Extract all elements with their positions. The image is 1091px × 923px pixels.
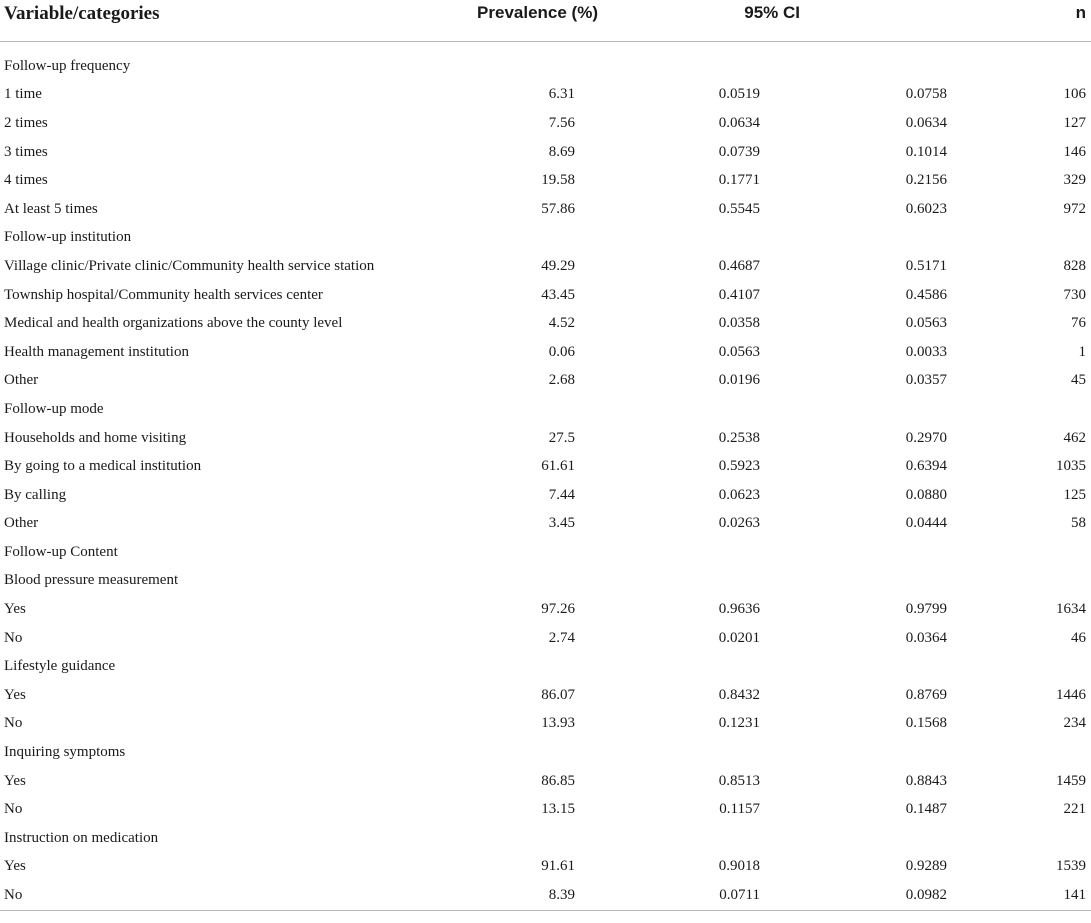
cell-ci-lower [610,538,800,567]
header-prevalence: Prevalence (%) [455,0,610,42]
cell-variable: Yes [4,686,26,703]
table-row [0,738,1091,767]
cell-variable: By calling [4,486,67,503]
cell-prevalence: 2.74 [548,629,575,646]
cell-n: 45 [1071,372,1086,389]
cell-n [980,395,1091,424]
cell-prevalence: 57.86 [541,200,575,217]
cell-ci-lower: 0.9636 [718,601,760,618]
cell-prevalence: 4.52 [548,315,575,332]
cell-prevalence: 86.07 [541,686,575,703]
cell-prevalence [455,538,610,567]
cell-n: 828 [1063,257,1086,274]
cell-prevalence: 49.29 [541,257,575,274]
table-row [0,138,1091,167]
cell-n: 141 [980,881,1091,910]
table-body [0,42,1091,911]
cell-ci-upper: 0.0758 [905,86,947,103]
cell-prevalence: 91.61 [541,858,575,875]
table-row [0,652,1091,681]
cell-prevalence [455,738,610,767]
cell-ci-lower: 0.0519 [718,86,760,103]
cell-variable: Yes [4,858,26,875]
cell-ci-upper: 0.8769 [905,686,947,703]
cell-variable: No [4,715,23,732]
cell-ci-upper [800,538,980,567]
cell-n: 1634 [1056,601,1086,618]
table-row [0,767,1091,796]
cell-ci-upper: 0.0982 [800,881,980,910]
table-row [0,367,1091,396]
cell-ci-upper [800,652,980,681]
cell-ci-upper: 0.2970 [905,429,947,446]
table-row [0,252,1091,281]
cell-ci-lower [610,42,800,81]
cell-ci-lower: 0.0263 [718,515,760,532]
cell-prevalence [455,395,610,424]
cell-variable: 2 times [4,114,48,131]
cell-ci-lower: 0.8432 [718,686,760,703]
cell-ci-lower [610,652,800,681]
cell-ci-upper: 0.5171 [905,257,947,274]
cell-n [980,652,1091,681]
cell-ci-upper: 0.0563 [905,315,947,332]
table-row [0,395,1091,424]
cell-ci-lower: 0.1771 [718,172,760,189]
cell-variable: No [4,629,23,646]
cell-variable: Inquiring symptoms [4,744,126,761]
cell-variable: Households and home visiting [4,429,187,446]
cell-prevalence: 86.85 [541,772,575,789]
cell-n: 462 [1063,429,1086,446]
cell-ci-lower: 0.4107 [718,286,760,303]
cell-prevalence: 61.61 [541,458,575,475]
table-row [0,224,1091,253]
cell-ci-upper: 0.0444 [905,515,947,532]
cell-prevalence: 13.15 [541,801,575,818]
cell-variable: Follow-up frequency [4,57,131,74]
cell-prevalence [455,42,610,81]
cell-prevalence: 7.56 [548,114,575,131]
cell-prevalence: 27.5 [548,429,575,446]
cell-n: 1446 [1056,686,1086,703]
cell-prevalence: 0.06 [548,343,575,360]
cell-variable: Health management institution [4,343,189,360]
cell-n [980,824,1091,853]
cell-ci-upper: 0.6023 [905,200,947,217]
cell-n [980,567,1091,596]
table-row [0,567,1091,596]
cell-ci-upper [800,224,980,253]
cell-ci-upper: 0.0364 [905,629,947,646]
cell-variable: Medical and health organizations above the county level [4,315,343,332]
cell-n: 329 [1063,172,1086,189]
cell-ci-lower: 0.0358 [718,315,760,332]
cell-n: 234 [1063,715,1086,732]
cell-ci-lower: 0.9018 [718,858,760,875]
cell-n: 1539 [1056,858,1086,875]
cell-ci-lower: 0.2538 [718,429,760,446]
table-row [0,795,1091,824]
table-row [0,824,1091,853]
cell-variable: Follow-up mode [4,400,104,417]
cell-ci-upper [800,567,980,596]
cell-n: 221 [1063,801,1086,818]
table-row [0,452,1091,481]
cell-ci-lower [610,395,800,424]
cell-ci-upper: 0.0033 [905,343,947,360]
cell-variable: By going to a medical institution [4,458,202,475]
cell-n [980,42,1091,81]
header-ci: 95% CI [610,0,800,42]
cell-ci-lower: 0.1231 [718,715,760,732]
cell-ci-upper: 0.0880 [905,486,947,503]
cell-variable: 3 times [4,143,48,160]
cell-variable: Follow-up Content [4,543,118,560]
cell-ci-upper: 0.1014 [905,143,947,160]
cell-prevalence: 6.31 [548,86,575,103]
cell-variable: Yes [4,772,26,789]
cell-n: 1 [1078,343,1086,360]
cell-variable: Village clinic/Private clinic/Community health service station [4,257,375,274]
cell-variable: Follow-up institution [4,229,132,246]
table-row [0,309,1091,338]
table-row [0,681,1091,710]
cell-n: 125 [1063,486,1086,503]
cell-n: 146 [1063,143,1086,160]
cell-ci-upper: 0.1487 [905,801,947,818]
cell-ci-lower: 0.0739 [718,143,760,160]
table-header [0,0,1091,42]
cell-variable: 4 times [4,172,48,189]
cell-ci-upper: 0.2156 [905,172,947,189]
cell-variable: Instruction on medication [4,829,159,846]
cell-ci-upper: 0.9799 [905,601,947,618]
cell-prevalence: 19.58 [541,172,575,189]
table-row [0,595,1091,624]
table-row [0,42,1091,81]
cell-variable: 1 time [4,86,42,103]
cell-variable: Blood pressure measurement [4,572,179,589]
cell-ci-lower: 0.0711 [610,881,800,910]
cell-prevalence: 8.69 [548,143,575,160]
cell-ci-lower: 0.1157 [719,801,760,818]
cell-prevalence: 13.93 [541,715,575,732]
cell-ci-upper: 0.1568 [905,715,947,732]
table-row [0,881,1091,910]
cell-ci-upper: 0.0357 [905,372,947,389]
cell-prevalence [455,224,610,253]
cell-ci-upper [800,738,980,767]
cell-variable: Other [4,515,39,532]
table-row [0,338,1091,367]
table-row [0,538,1091,567]
cell-ci-lower [610,224,800,253]
cell-ci-upper [800,824,980,853]
cell-n [980,538,1091,567]
cell-variable: No [4,801,23,818]
header-ci-spacer [800,0,980,42]
cell-ci-lower: 0.0634 [718,114,760,131]
cell-variable: Township hospital/Community health services center [4,286,323,303]
cell-ci-lower [610,567,800,596]
header-variable: Variable/categories [0,0,455,42]
cell-ci-lower: 0.0563 [718,343,760,360]
cell-n: 46 [1071,629,1086,646]
cell-n: 76 [1071,315,1086,332]
cell-prevalence: 3.45 [548,515,575,532]
cell-ci-lower: 0.0196 [718,372,760,389]
table-row [0,109,1091,138]
cell-n: 58 [1071,515,1086,532]
cell-n: 106 [1063,86,1086,103]
cell-variable: Other [4,372,39,389]
cell-ci-upper [800,42,980,81]
header-n: n [980,0,1091,42]
header-row [0,0,1091,42]
cell-n [980,738,1091,767]
cell-prevalence: 8.39 [455,881,610,910]
cell-n [980,224,1091,253]
table-row [0,853,1091,882]
cell-prevalence [455,824,610,853]
cell-n: 1459 [1056,772,1086,789]
cell-ci-lower: 0.0623 [718,486,760,503]
table-row [0,81,1091,110]
cell-prevalence: 97.26 [541,601,575,618]
cell-ci-upper [800,395,980,424]
table-row [0,166,1091,195]
cell-n: 127 [1063,114,1086,131]
cell-n: 972 [1063,200,1086,217]
cell-ci-upper: 0.9289 [905,858,947,875]
cell-ci-lower [610,824,800,853]
cell-ci-upper: 0.8843 [905,772,947,789]
table-row [0,195,1091,224]
cell-variable: Lifestyle guidance [4,658,116,675]
table-row [0,710,1091,739]
cell-ci-lower: 0.0201 [718,629,760,646]
cell-ci-upper: 0.6394 [905,458,947,475]
cell-variable: At least 5 times [4,200,98,217]
table-row [0,624,1091,653]
table-row [0,510,1091,539]
cell-prevalence: 7.44 [548,486,575,503]
cell-n: 1035 [1056,458,1086,475]
cell-ci-lower: 0.5923 [718,458,760,475]
cell-variable: Yes [4,601,26,618]
cell-ci-upper: 0.0634 [905,114,947,131]
cell-prevalence [455,652,610,681]
table-row [0,481,1091,510]
cell-ci-lower: 0.5545 [718,200,760,217]
cell-ci-lower: 0.8513 [718,772,760,789]
table-row [0,424,1091,453]
cell-variable: No [0,881,455,910]
cell-prevalence: 2.68 [548,372,575,389]
table-row [0,281,1091,310]
cell-ci-lower [610,738,800,767]
cell-prevalence: 43.45 [541,286,575,303]
cell-prevalence [455,567,610,596]
cell-ci-lower: 0.4687 [718,257,760,274]
cell-ci-upper: 0.4586 [905,286,947,303]
cell-n: 730 [1063,286,1086,303]
